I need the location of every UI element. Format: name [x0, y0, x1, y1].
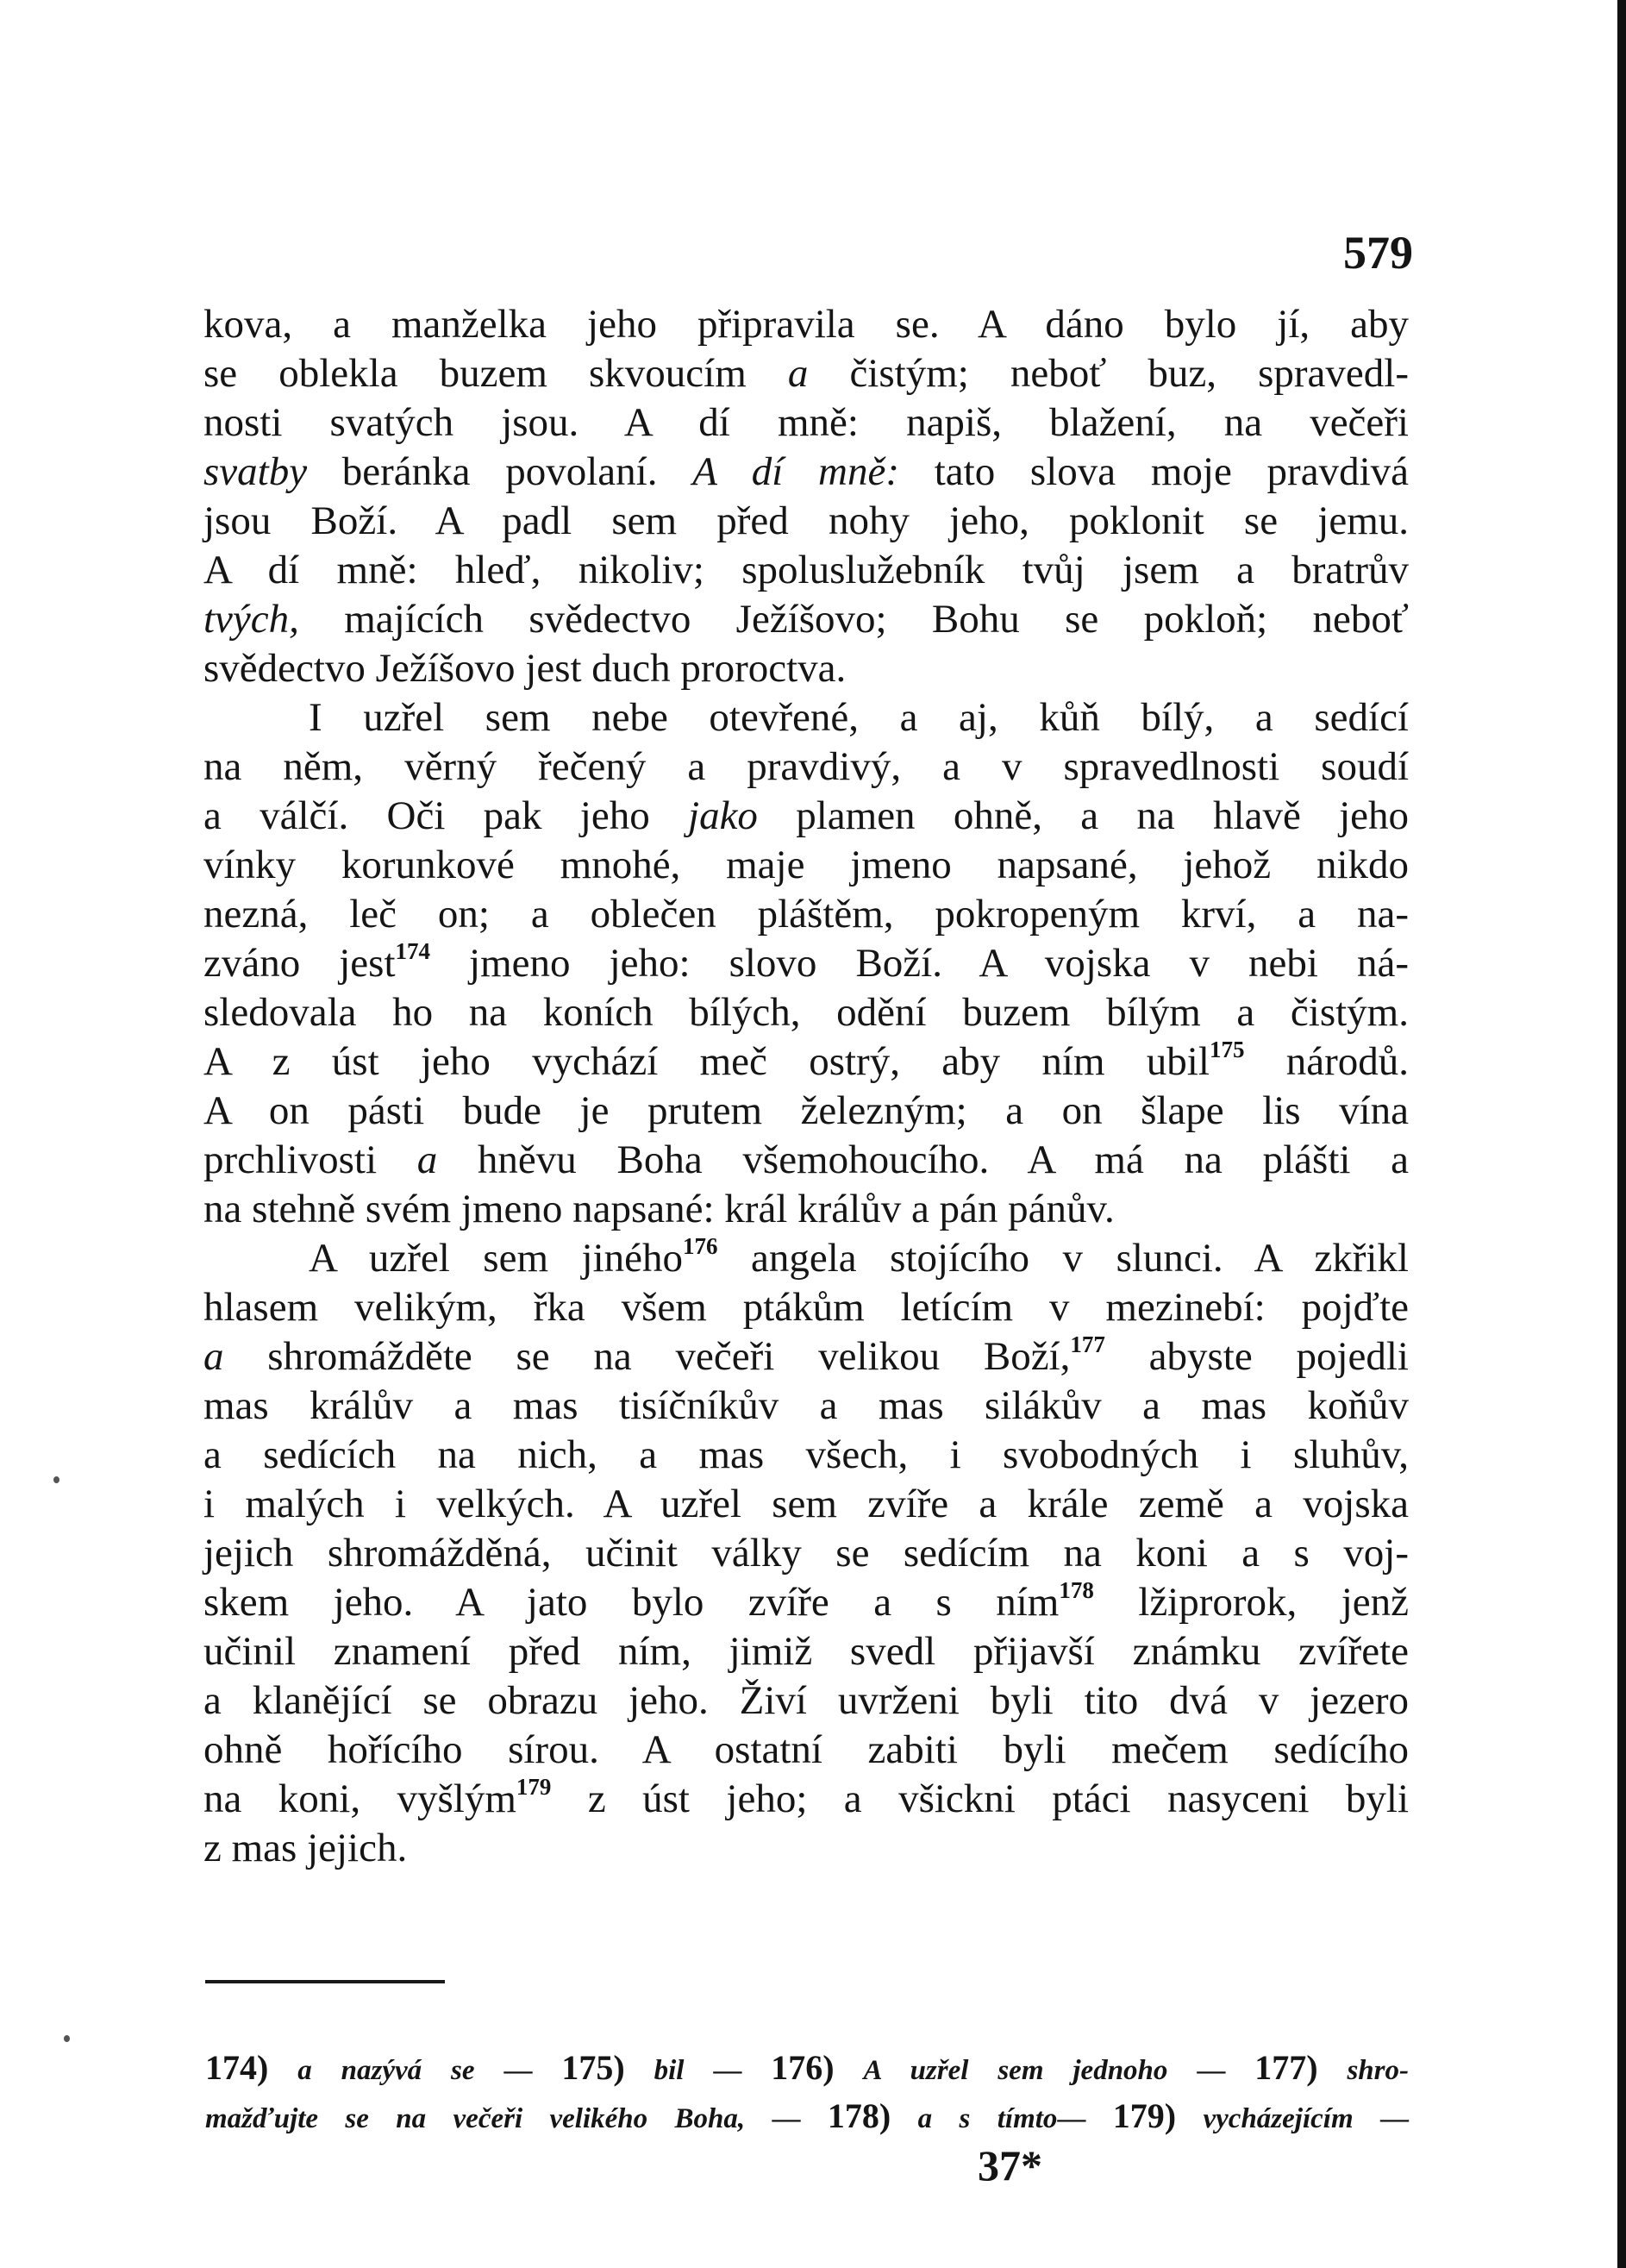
- text-line: mas králův a mas tisíčníkův a mas silákův a mas koňův: [203, 1383, 1409, 1428]
- text-line: na stehně svém jmeno napsané: král králův a pán pánův.: [203, 1187, 1115, 1231]
- text-line: učinil znamení před ním, jimiž svedl přijavší známku zvířete: [203, 1629, 1409, 1674]
- page-number: 579: [1343, 227, 1413, 279]
- italic-text: a: [787, 351, 809, 396]
- italic-text: svatby: [203, 449, 308, 494]
- footnote-ref: 175: [1209, 1037, 1245, 1062]
- footnote-line: mažďujte se na večeři velikého Boha, — 178) a s tímto— 179) vycházejícím —: [205, 2096, 1410, 2135]
- footnotes-block: [205, 2044, 1409, 2140]
- text-line: nezná, leč on; a oblečen pláštěm, pokropeným krví, a na-: [203, 892, 1409, 937]
- italic-text: tvých,: [203, 597, 299, 642]
- text-line: A z úst jeho vychází meč ostrý, aby ním ubil$^{175}$ národů.: [203, 1037, 1409, 1084]
- footnote-ref: 178: [1059, 1577, 1094, 1603]
- text-line: ohně hořícího sírou. A ostatní zabiti byli mečem sedícího: [203, 1727, 1409, 1772]
- text-line: hlasem velikým, řka všem ptákům letícím v mezinebí: pojďte: [203, 1285, 1409, 1330]
- italic-text: A uzřel sem jednoho: [863, 2055, 1168, 2086]
- footnote-line: 174) a nazývá se — 175) bil — 176) A uzřel sem jednoho — 177) shro-: [205, 2048, 1409, 2087]
- text-line: se oblekla buzem skvoucím a čistým; neboť buz, spravedl-: [203, 351, 1409, 396]
- scan-speck: [53, 1476, 59, 1483]
- text-line: skem jeho. A jato bylo zvíře a s ním$^{178}$ lžiprorok, jenž: [203, 1577, 1410, 1625]
- footnote-number: 174): [205, 2048, 269, 2087]
- footnote-number: 179): [1112, 2096, 1177, 2135]
- text-line: jsou Boží. A padl sem před nohy jeho, poklonit se jemu.: [203, 498, 1409, 543]
- footnote-divider: [205, 1980, 445, 1983]
- footnote-number: 175): [561, 2048, 625, 2087]
- footnote-ref: 179: [516, 1774, 552, 1800]
- signature-mark: 37*: [978, 2141, 1042, 2190]
- text-line: svatby beránka povolaní. A dí mně: tato slova moje pravdivá: [203, 449, 1409, 494]
- italic-text: jako: [688, 793, 758, 838]
- text-line: i malých i velkých. A uzřel sem zvíře a krále země a vojska: [203, 1482, 1409, 1526]
- italic-text: mažďujte se na večeři velikého Boha,: [205, 2103, 746, 2134]
- italic-text: vycházejícím: [1203, 2103, 1354, 2134]
- italic-text: A dí mně:: [692, 449, 900, 494]
- footnote-number: 176): [771, 2048, 835, 2087]
- text-line: tvých, majících svědectvo Ježíšovo; Bohu se pokloň; neboť: [203, 597, 1409, 642]
- text-line: a klanějící se obrazu jeho. Živí uvrženi byli tito dvá v jezero: [203, 1678, 1409, 1723]
- scan-speck: [64, 2035, 70, 2042]
- text-line: zváno jest$^{174}$ jmeno jeho: slovo Boží. A vojska v nebi ná-: [203, 938, 1410, 986]
- text-line: z mas jejich.: [203, 1826, 408, 1870]
- footnote-ref: 174: [395, 938, 431, 964]
- text-line: A uzřel sem jiného$^{176}$ angela stojícího v slunci. A zkřikl: [309, 1233, 1409, 1281]
- italic-text: a s tímto: [917, 2103, 1058, 2134]
- text-line: a válčí. Oči pak jeho jako plamen ohně, a na hlavě jeho: [203, 793, 1410, 838]
- footnote-number: 177): [1254, 2048, 1318, 2087]
- text-line: a shromážděte se na večeři velikou Boží,$^{177}$ abyste pojedli: [203, 1331, 1409, 1379]
- footnote-ref: 176: [683, 1233, 718, 1259]
- text-line: na koni, vyšlým$^{179}$ z úst jeho; a všickni ptáci nasyceni byli: [203, 1774, 1409, 1821]
- italic-text: a nazývá se: [297, 2055, 475, 2086]
- text-line: na něm, věrný řečený a pravdivý, a v spravedlnosti soudí: [203, 744, 1409, 789]
- text-line: prchlivosti a hněvu Boha všemohoucího. A má na plášti a: [203, 1137, 1409, 1182]
- page-right-border: [1617, 0, 1626, 2268]
- text-line: a sedících na nich, a mas všech, i svobodných i sluhův,: [203, 1432, 1409, 1477]
- text-line: kova, a manželka jeho připravila se. A dáno bylo jí, aby: [203, 302, 1409, 347]
- footnote-number: 178): [827, 2096, 891, 2135]
- text-line: A on pásti bude je prutem železným; a on šlape lis vína: [203, 1088, 1409, 1133]
- text-line: jejich shromážděná, učinit války se sedícím na koni a s voj-: [203, 1531, 1409, 1576]
- text-line: A dí mně: hleď, nikoliv; spoluslužebník tvůj jsem a bratrův: [203, 548, 1409, 592]
- text-line: nosti svatých jsou. A dí mně: napiš, blažení, na večeři: [203, 400, 1409, 445]
- main-text-block: [203, 300, 1409, 1873]
- italic-text: a: [203, 1334, 224, 1379]
- italic-text: shro-: [1347, 2055, 1409, 2086]
- text-line: vínky korunkové mnohé, maje jmeno napsané, jehož nikdo: [203, 843, 1409, 887]
- text-line: sledovala ho na koních bílých, odění buzem bílým a čistým.: [203, 990, 1409, 1035]
- italic-text: bil: [654, 2055, 685, 2086]
- italic-text: a: [416, 1137, 438, 1182]
- footnote-ref: 177: [1070, 1331, 1105, 1357]
- text-line: I uzřel sem nebe otevřené, a aj, kůň bílý, a sedící: [309, 695, 1409, 740]
- text-line: svědectvo Ježíšovo jest duch proroctva.: [203, 646, 847, 691]
